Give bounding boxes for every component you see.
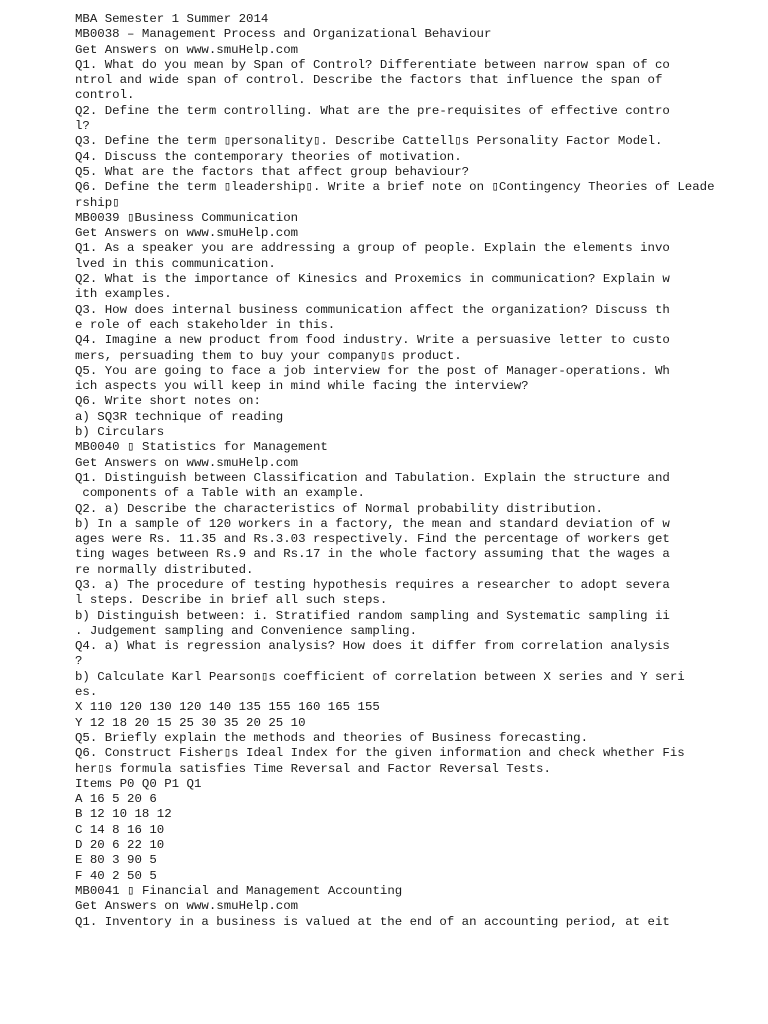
text-line: MB0039 ▯Business Communication	[75, 210, 299, 225]
text-line: Q6. Construct Fisher▯s Ideal Index for the given information and check whether Fis	[75, 746, 685, 761]
text-line: es.	[75, 685, 98, 700]
text-line: ntrol and wide span of control. Describe the factors that influence the span of	[75, 73, 663, 88]
text-line: components of a Table with an example.	[75, 486, 365, 501]
text-line: X 110 120 130 120 140 135 155 160 165 155	[75, 700, 380, 715]
text-line: Q1. Distinguish between Classification and Tabulation. Explain the structure and	[75, 470, 670, 485]
text-line: Q1. What do you mean by Span of Control? Differentiate between narrow span of co	[75, 57, 670, 72]
text-line: Q6. Write short notes on:	[75, 394, 261, 409]
text-line: lved in this communication.	[75, 256, 276, 271]
text-line: a) SQ3R technique of reading	[75, 409, 284, 424]
text-line: b) Calculate Karl Pearson▯s coefficient of correlation between X series and Y seri	[75, 669, 685, 684]
text-line: MB0040 ▯ Statistics for Management	[75, 440, 328, 455]
text-line: Q5. What are the factors that affect group behaviour?	[75, 164, 470, 179]
text-line: E 80 3 90 5	[75, 853, 157, 868]
text-line: Q3. How does internal business communication affect the organization? Discuss th	[75, 302, 670, 317]
text-line: Q1. As a speaker you are addressing a group of people. Explain the elements invo	[75, 241, 670, 256]
text-line: ages were Rs. 11.35 and Rs.3.03 respectively. Find the percentage of workers get	[75, 532, 670, 547]
text-line: mers, persuading them to buy your company▯s product.	[75, 348, 462, 363]
text-line: ?	[75, 654, 83, 669]
text-line: MB0038 – Management Process and Organizational Behaviour	[75, 27, 492, 42]
text-line: her▯s formula satisfies Time Reversal and Factor Reversal Tests.	[75, 761, 551, 776]
text-line: Q3. Define the term ▯personality▯. Describe Cattell▯s Personality Factor Model.	[75, 134, 663, 149]
text-line: Q4. Imagine a new product from food industry. Write a persuasive letter to custo	[75, 333, 670, 348]
text-line: ich aspects you will keep in mind while facing the interview?	[75, 379, 529, 394]
text-line: Q1. Inventory in a business is valued at the end of an accounting period, at eit	[75, 914, 670, 929]
text-line: ting wages between Rs.9 and Rs.17 in the whole factory assuming that the wages a	[75, 547, 670, 562]
document-page	[75, 12, 755, 930]
text-line: Q5. You are going to face a job interview for the post of Manager-operations. Wh	[75, 363, 670, 378]
text-line: D 20 6 22 10	[75, 838, 165, 853]
text-line: C 14 8 16 10	[75, 822, 165, 837]
text-line: Q4. a) What is regression analysis? How does it differ from correlation analysis	[75, 639, 670, 654]
text-line: Q2. Define the term controlling. What are the pre-requisites of effective contro	[75, 103, 670, 118]
text-line: l steps. Describe in brief all such steps.	[75, 593, 388, 608]
text-line: b) In a sample of 120 workers in a factory, the mean and standard deviation of w	[75, 516, 670, 531]
text-line: b) Distinguish between: i. Stratified random sampling and Systematic sampling ii	[75, 608, 670, 623]
text-line: B 12 10 18 12	[75, 807, 172, 822]
text-line: Q4. Discuss the contemporary theories of motivation.	[75, 149, 462, 164]
text-line: control.	[75, 88, 135, 103]
text-line: Items P0 Q0 P1 Q1	[75, 776, 202, 791]
text-line: Q5. Briefly explain the methods and theories of Business forecasting.	[75, 730, 589, 745]
text-line: . Judgement sampling and Convenience sampling.	[75, 623, 418, 638]
text-line: MBA Semester 1 Summer 2014	[75, 12, 269, 26]
text-line: Y 12 18 20 15 25 30 35 20 25 10	[75, 715, 306, 730]
text-line: A 16 5 20 6	[75, 792, 157, 807]
text-line: Get Answers on www.smuHelp.com	[75, 42, 299, 57]
text-line: ith examples.	[75, 287, 172, 302]
text-line: Q2. What is the importance of Kinesics and Proxemics in communication? Explain w	[75, 272, 670, 287]
text-line: Get Answers on www.smuHelp.com	[75, 899, 299, 914]
text-line: rship▯	[75, 195, 120, 210]
text-line: l?	[75, 119, 90, 134]
text-line: MB0041 ▯ Financial and Management Accounting	[75, 883, 403, 898]
text-line: Get Answers on www.smuHelp.com	[75, 226, 299, 241]
text-line: re normally distributed.	[75, 562, 254, 577]
text-line: Q2. a) Describe the characteristics of Normal probability distribution.	[75, 501, 603, 516]
text-line: Q6. Define the term ▯leadership▯. Write a brief note on ▯Contingency Theories of Leade	[75, 180, 715, 195]
text-line: b) Circulars	[75, 425, 165, 440]
text-line: e role of each stakeholder in this.	[75, 317, 336, 332]
text-line: Get Answers on www.smuHelp.com	[75, 455, 299, 470]
text-line: F 40 2 50 5	[75, 868, 157, 883]
text-line: Q3. a) The procedure of testing hypothesis requires a researcher to adopt severa	[75, 577, 670, 592]
